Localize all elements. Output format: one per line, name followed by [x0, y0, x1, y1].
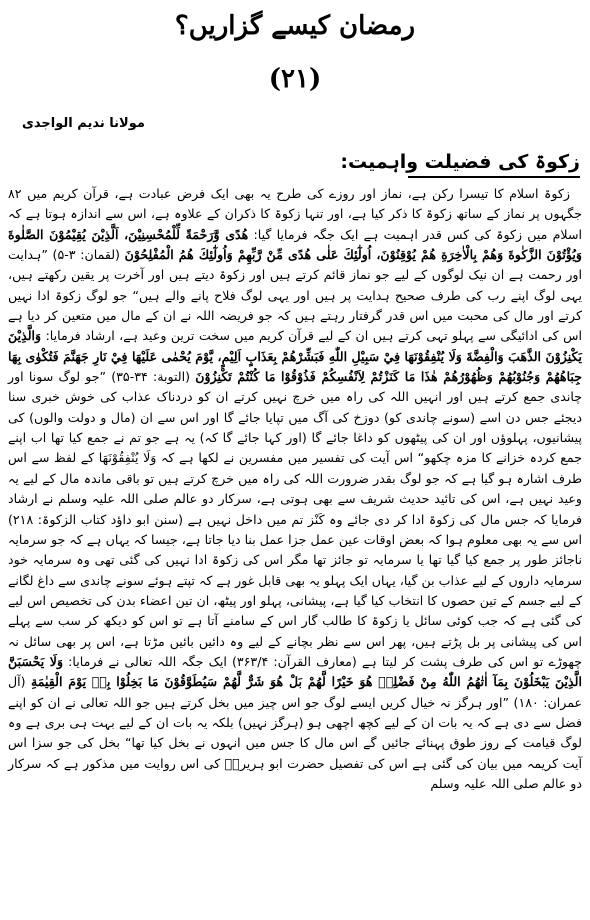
section-heading: زکوۃ کی فضیلت واہمیت: — [340, 151, 580, 173]
part-number: (۲۱) — [268, 64, 322, 94]
translation-luqman: (لقمان: ۳-۵) ”ہدایت اور رحمت ہے ان نیک لوگوں کے لیے جو نماز قائم کرتے ہیں اور زکوۃ دیتے ہیں اور آخرت پر یقین رکھتے ہیں، یہی لوگ اپنے رب کی طرف صحیح ہدایت پر ہیں اور یہی لوگ فلاح پانے والے ہیں“ جو لوگ زکوۃ ادا نہیں کرتے اور مال کی محبت میں اس قدر گرفتار رہتے ہیں کہ جو فریضہ اللہ نے ان کے مال میں متعین کر دیا ہے اس کی ادائیگی سے پہلو تہی کرتے ہیں ان کے لیے قرآن کریم میں سخت ترین وعید ہے، ارشاد فرمایا: — [8, 247, 582, 344]
paragraph-intro — [8, 184, 582, 794]
translation-al-imran: (آل عمران: ۱۸۰) ”اور ہرگز نہ خیال کریں ایسے لوگ جو اس چیز میں بخل کرتے ہیں جو اللہ تعالی نے ان کو اپنے فضل سے دی ہے کہ یہ بات ان کے لیے کچھ اچھی ہو (ہرگز نہیں) بلکہ یہ بات ان کے لیے بہت ہی بری ہے وہ لوگ قیامت کے روز طوق پہنائے جائیں گے اس مال کا جس میں انہوں نے بخل کیا تھا“ بخل کی جو سزا اس آیت کریمہ میں بیان کی گئی ہے اس کی تفصیل حضرت ابو ہریرہؓ کی اس روایت میں مذکور ہے کہ سرکار دو عالم صلی اللہ علیہ وسلم — [8, 674, 582, 791]
verse-tawbah: وَالَّذِيْنَ يَكْنِزُوْنَ الذَّهَبَ وَالْفِضَّةَ وَلَا يُنْفِقُوْنَهَا فِيْ سَبِيْلِ اللّٰهِ فَبَشِّرْهُمْ بِعَذَابٍ اَلِيْمٍ، يَّوْمَ يُحْمٰى عَلَيْهَا فِيْ نَارِ جَهَنَّمَ فَتُكْوٰى بِهَا جِبَاهُهُمْ وَجُنُوْبُهُمْ وَظُهُوْرُهُمْ هٰذَا مَا كَنَزْتُمْ لِاَنْفُسِكُمْ فَذُوْقُوْا مَا كُنْتُمْ تَكْنِزُوْنَ — [8, 328, 582, 385]
page-title: رمضان کیسے گزاریں؟ — [174, 11, 416, 41]
verse-al-imran: وَلَا يَحْسَبَنَّ الَّذِيْنَ يَبْخَلُوْنَ بِمَآ اٰتٰهُمُ اللّٰهُ مِنْ فَضْلِهٖ هُوَ خَيْرًا لَّهُمْ بَلْ هُوَ شَرٌّ لَّهُمْ سَيُطَوَّقُوْنَ مَا بَخِلُوْا بِهٖ يَوْمَ الْقِيٰمَةِ — [8, 653, 582, 690]
translation-tawbah: (التوبة: ۳۴-۳۵) ”جو لوگ سونا اور چاندی جمع کرتے ہیں اور انہیں اللہ کی راہ میں خرچ نہیں کرتے ان کو دردناک عذاب کی خوش خبری سنا دیجئے جس دن اسے (سونے چاندی کو) دوزخ کی آگ میں تپایا جائے گا اور اس سے ان (مال و دولت والوں) کی پیشانیوں، پہلوؤں اور ان کی پیٹھوں کو داغا جائے گا (اور کہا جائے گا کہ) یہ ہے جو تم نے جمع کیا تھا اب اپنے جمع کردہ خزانے کا مزہ چکھو“ اس آیت کی تفسیر میں مفسرین نے لکھا ہے کہ وَلَا يُنْفِقُوْنَهَا کے لفظ سے اس طرف اشارہ ہو گیا ہے کہ جو لوگ بقدر ضرورت اللہ کی راہ میں خرچ کرتے ہیں تو باقی ماندہ مال کے لیے یہ وعید نہیں ہے، اس کی تائید حدیث شریف سے بھی ہوتی ہے، سرکار دو عالم صلی اللہ علیہ وسلم نے ارشاد فرمایا کہ جس مال کی زکوۃ ادا کر دی جائے وہ كَنْز تم میں داخل نہیں ہے (سنن ابو داؤد کتاب الزکوۃ: ۲۱۸) اس سے یہ بھی معلوم ہوا کہ بعض اوقات عین عمل جزا عمل بنا دیا جاتا ہے، جیسا کہ یہاں ہے کہ جو سرمایہ ناجائز طور پر جمع کیا گیا تھا یا سرمایہ تو جائز تھا مگر اس کی زکوۃ ادا نہیں کی گئی تھی وہ سرمایہ خود سرمایہ داروں کے لیے عذاب بن گیا، یہاں ایک پہلو یہ بھی قابل غور ہے کہ تپتے ہوئے سونے چاندی سے داغ لگانے کے لیے جسم کے تین حصوں کا انتخاب کیا گیا ہے، پیشانی، پہلو اور پیٹھ، ان تین اعضاء بدن کی تخصیص اس لیے کی گئی ہے کہ جب کوئی سائل یا زکوۃ کا طالب گار اس کے سامنے آتا ہے تو اس کو دیکھ کر سب سے پہلے اس کی پیشانی پر بل پڑتے ہیں، پھر اس سے نظر بچانے کے لیے وہ دائیں بائیں مڑتا ہے، اس پر بھی سائل نہ چھوڑے تو اس کی طرف پشت کر لیتا ہے (معارف القرآن: ۳۶۳/۴) ایک جگہ اللہ تعالی نے فرمایا: — [8, 369, 582, 669]
author-name: مولانا ندیم الواجدی — [22, 116, 145, 131]
verse-luqman: هُدًى وَّرَحْمَةً لِّلْمُحْسِنِيْنَ، اَلَّذِيْنَ يُقِيْمُوْنَ الصَّلٰوةَ وَيُؤْتُوْنَ الزَّكٰوةَ وَهُمْ بِالْاٰخِرَةِ هُمْ يُوْقِنُوْنَ، اُولٰٓئِكَ عَلٰى هُدًى مِّنْ رَّبِّهِمْ وَاُولٰٓئِكَ هُمُ الْمُفْلِحُوْنَ — [8, 226, 583, 263]
heading-underline — [408, 176, 580, 178]
article-body — [8, 184, 582, 794]
intro-text: زکوۃ اسلام کا تیسرا رکن ہے، نماز اور روزے کی طرح یہ بھی ایک فرض عبادت ہے، قرآن کریم میں ۸۲ جگہوں پر نماز کے ساتھ زکوۃ کا ذکر کیا ہے، اور تنہا زکوۃ کا ذکران کے علاوہ ہے، اس سے اندازہ ہوتا ہے کہ اسلام میں زکوۃ کی کس قدر اہمیت ہے ایک جگہ فرمایا گیا: — [8, 186, 582, 242]
